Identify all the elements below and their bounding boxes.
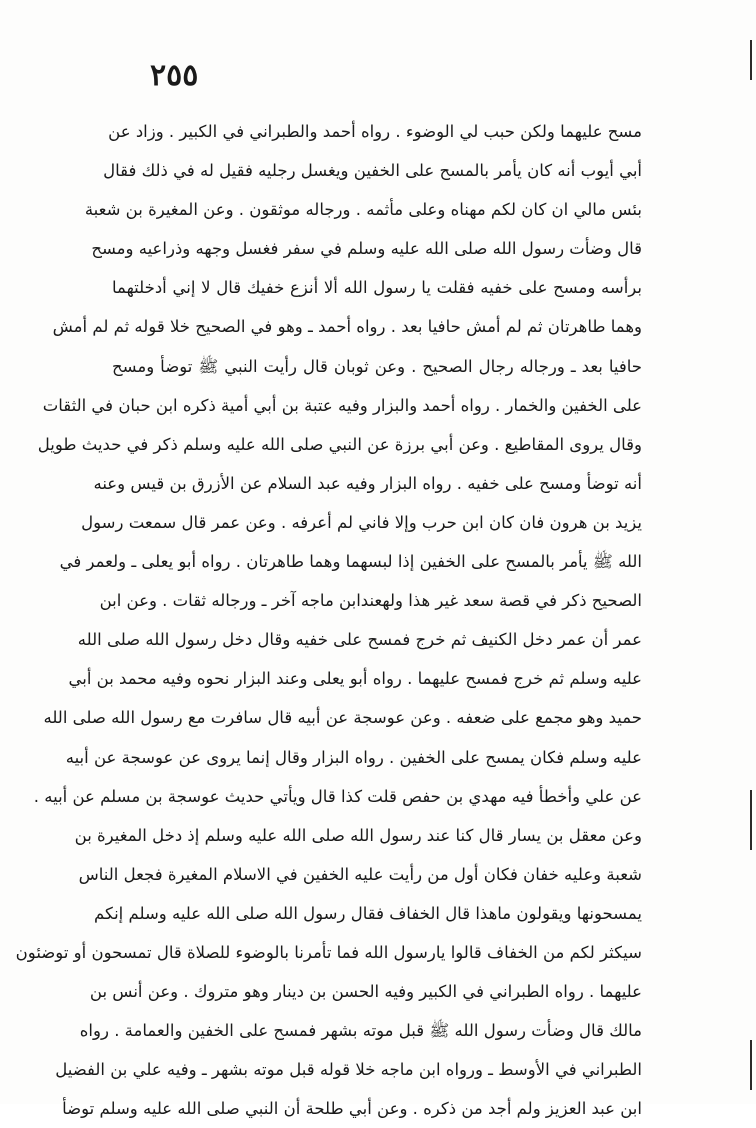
text-line: عليه وسلم ثم خرج فمسح عليهما . رواه أبو يعلى وعند البزار نحوه وفيه محمد بن أبي xyxy=(68,669,642,689)
scan-edge xyxy=(740,0,756,1104)
text-line: على الخفين والخمار . رواه أحمد والبزار وفيه عتبة بن أبي أمية ذكره ابن حبان في الثقات xyxy=(42,395,642,415)
text-line: عليهما . رواه الطبراني في الكبير وفيه الحسن بن دينار وهو متروك . وعن أنس بن xyxy=(89,982,642,1002)
text-line: الطبراني في الأوسط ـ ورواه ابن ماجه خلا قوله قبل موته بشهر ـ وفيه علي بن الفضيل xyxy=(55,1060,642,1080)
text-line: الله ﷺ يأمر بالمسح على الخفين إذا لبسهما وهما طاهرتان . رواه أبو يعلى ـ ولعمر في xyxy=(59,552,642,572)
text-line: عن علي وأخطأ فيه مهدي بن حفص قلت كذا قال ويأتي حديث عوسجة بن مسلم عن أبيه . xyxy=(33,786,642,806)
text-line: شعبة وعليه خفان فكان أول من رأيت عليه الخفين في الاسلام المغيرة فجعل الناس xyxy=(78,864,642,884)
text-line: عليه وسلم فكان يمسح على الخفين . رواه البزار وقال إنما يروى عن عوسجة عن أبيه xyxy=(65,747,642,767)
page-number: ٢٥٥ xyxy=(150,58,199,93)
text-line: قال وضأت رسول الله صلى الله عليه وسلم في سفر فغسل وجهه وذراعيه ومسح xyxy=(91,239,642,259)
text-line: عمر أن عمر دخل الكنيف ثم خرج فمسح على خفيه وقال دخل رسول الله صلى الله xyxy=(77,630,642,650)
text-line: مالك قال وضأت رسول الله ﷺ قبل موته بشهر فمسح على الخفين والعمامة . رواه xyxy=(79,1021,642,1041)
text-line: سيكثر لكم من الخفاف قالوا يارسول الله فما تأمرنا بالوضوء للصلاة قال تمسحون أو توضئون xyxy=(15,942,642,962)
text-line: حافيا بعد ـ ورجاله رجال الصحيح . وعن ثوبان قال رأيت النبي ﷺ توضأ ومسح xyxy=(112,356,642,376)
text-line: يمسحونها ويقولون ماهذا قال الخفاف فقال رسول الله صلى الله عليه وسلم إنكم xyxy=(93,903,642,923)
text-line: برأسه ومسح على خفيه فقلت يا رسول الله ألا أنزع خفيك قال لا إني أدخلتهما xyxy=(112,278,642,298)
text-line: أبي أيوب أنه كان يأمر بالمسح على الخفين ويغسل رجليه فقيل له في ذلك فقال xyxy=(103,161,642,181)
text-line: حميد وهو مجمع على ضعفه . وعن عوسجة عن أبيه قال سافرت مع رسول الله صلى الله xyxy=(43,708,642,728)
text-line: بئس مالي ان كان لكم مهناه وعلى مأثمه . ورجاله موثقون . وعن المغيرة بن شعبة xyxy=(84,200,642,220)
body-text xyxy=(15,112,642,1128)
text-line: وهما طاهرتان ثم لم أمش حافيا بعد . رواه أحمد ـ وهو في الصحيح خلا قوله ثم لم أمش xyxy=(52,317,642,337)
text-line: أنه توضأ ومسح على خفيه . رواه البزار وفيه عبد السلام عن الأزرق بن قيس وعنه xyxy=(93,473,642,493)
text-line: يزيد بن هرون فان كان ابن حرب وإلا فاني لم أعرفه . وعن عمر قال سمعت رسول xyxy=(81,512,642,532)
text-line: ابن عبد العزيز ولم أجد من ذكره . وعن أبي طلحة أن النبي صلى الله عليه وسلم توضأ xyxy=(62,1099,642,1119)
text-line: وقال يروى المقاطيع . وعن أبي برزة عن النبي صلى الله عليه وسلم ذكر في حديث طويل xyxy=(37,434,642,454)
text-line: مسح عليهما ولكن حبب لي الوضوء . رواه أحمد والطبراني في الكبير . وزاد عن xyxy=(108,122,642,141)
text-line: وعن معقل بن يسار قال كنا عند رسول الله صلى الله عليه وسلم إذ دخل المغيرة بن xyxy=(74,825,642,845)
text-line: الصحيح ذكر في قصة سعد غير هذا ولهعندابن ماجه آخر ـ ورجاله ثقات . وعن ابن xyxy=(99,591,642,611)
